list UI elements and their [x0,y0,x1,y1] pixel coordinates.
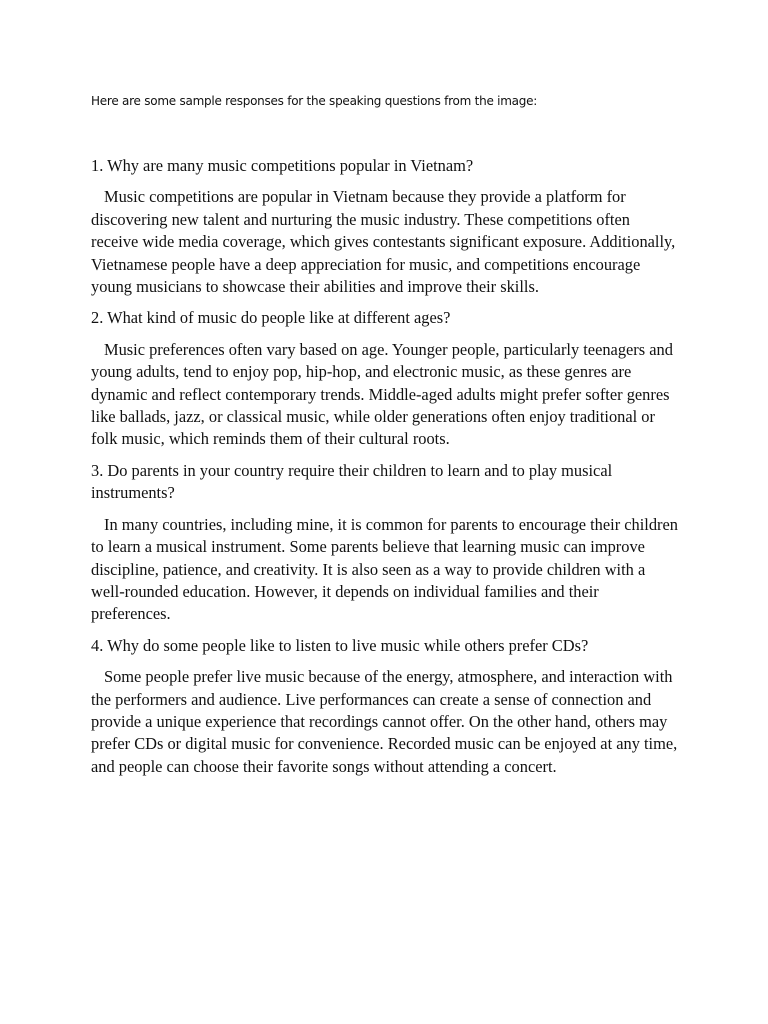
qa-list [91,155,681,787]
question-4: 4. Why do some people like to listen to live music while others prefer CDs? [91,635,589,655]
answer-4: Some people prefer live music because of the energy, atmosphere, and interaction with the performers and audience. Live performances can create a sense of connection and provide a unique experience that recordings cannot offer. On the other hand, others may prefer CDs or digital music for convenience. Recorded music can be enjoyed at any time, and people can choose their favorite songs without attending a concert. [91,667,678,776]
question-1: 1. Why are many music competitions popular in Vietnam? [91,156,474,175]
intro-text: Here are some sample responses for the speaking questions from the image: [91,94,538,108]
question-2: 2. What kind of music do people like at different ages? [91,308,451,328]
answer-3: In many countries, including mine, it is common for parents to encourage their children to learn a musical instrument. Some parents believe that learning music can improve discipline, patience, and creativity. It is also seen as a way to provide children with a well-rounded education. However, it depends on individual families and their preferences. [91,514,678,624]
question-3: 3. Do parents in your country require their children to learn and to play musical instruments? [91,460,613,503]
answer-1: Music competitions are popular in Vietnam because they provide a platform for discovering new talent and nurturing the music industry. These competitions often receive wide media coverage, which gives contestants significant exposure. Additionally, Vietnamese people have a deep appreciation for music, and competitions encourage young musicians to showcase their abilities and improve their skills. [91,187,676,297]
answer-2: Music preferences often vary based on age. Younger people, particularly teenagers and young adults, tend to enjoy pop, hip-hop, and electronic music, as these genres are dynamic and reflect contemporary trends. Middle-aged adults might prefer softer genres like ballads, jazz, or classical music, while older generations often enjoy traditional or folk music, which reminds them of their cultural roots. [91,339,673,449]
